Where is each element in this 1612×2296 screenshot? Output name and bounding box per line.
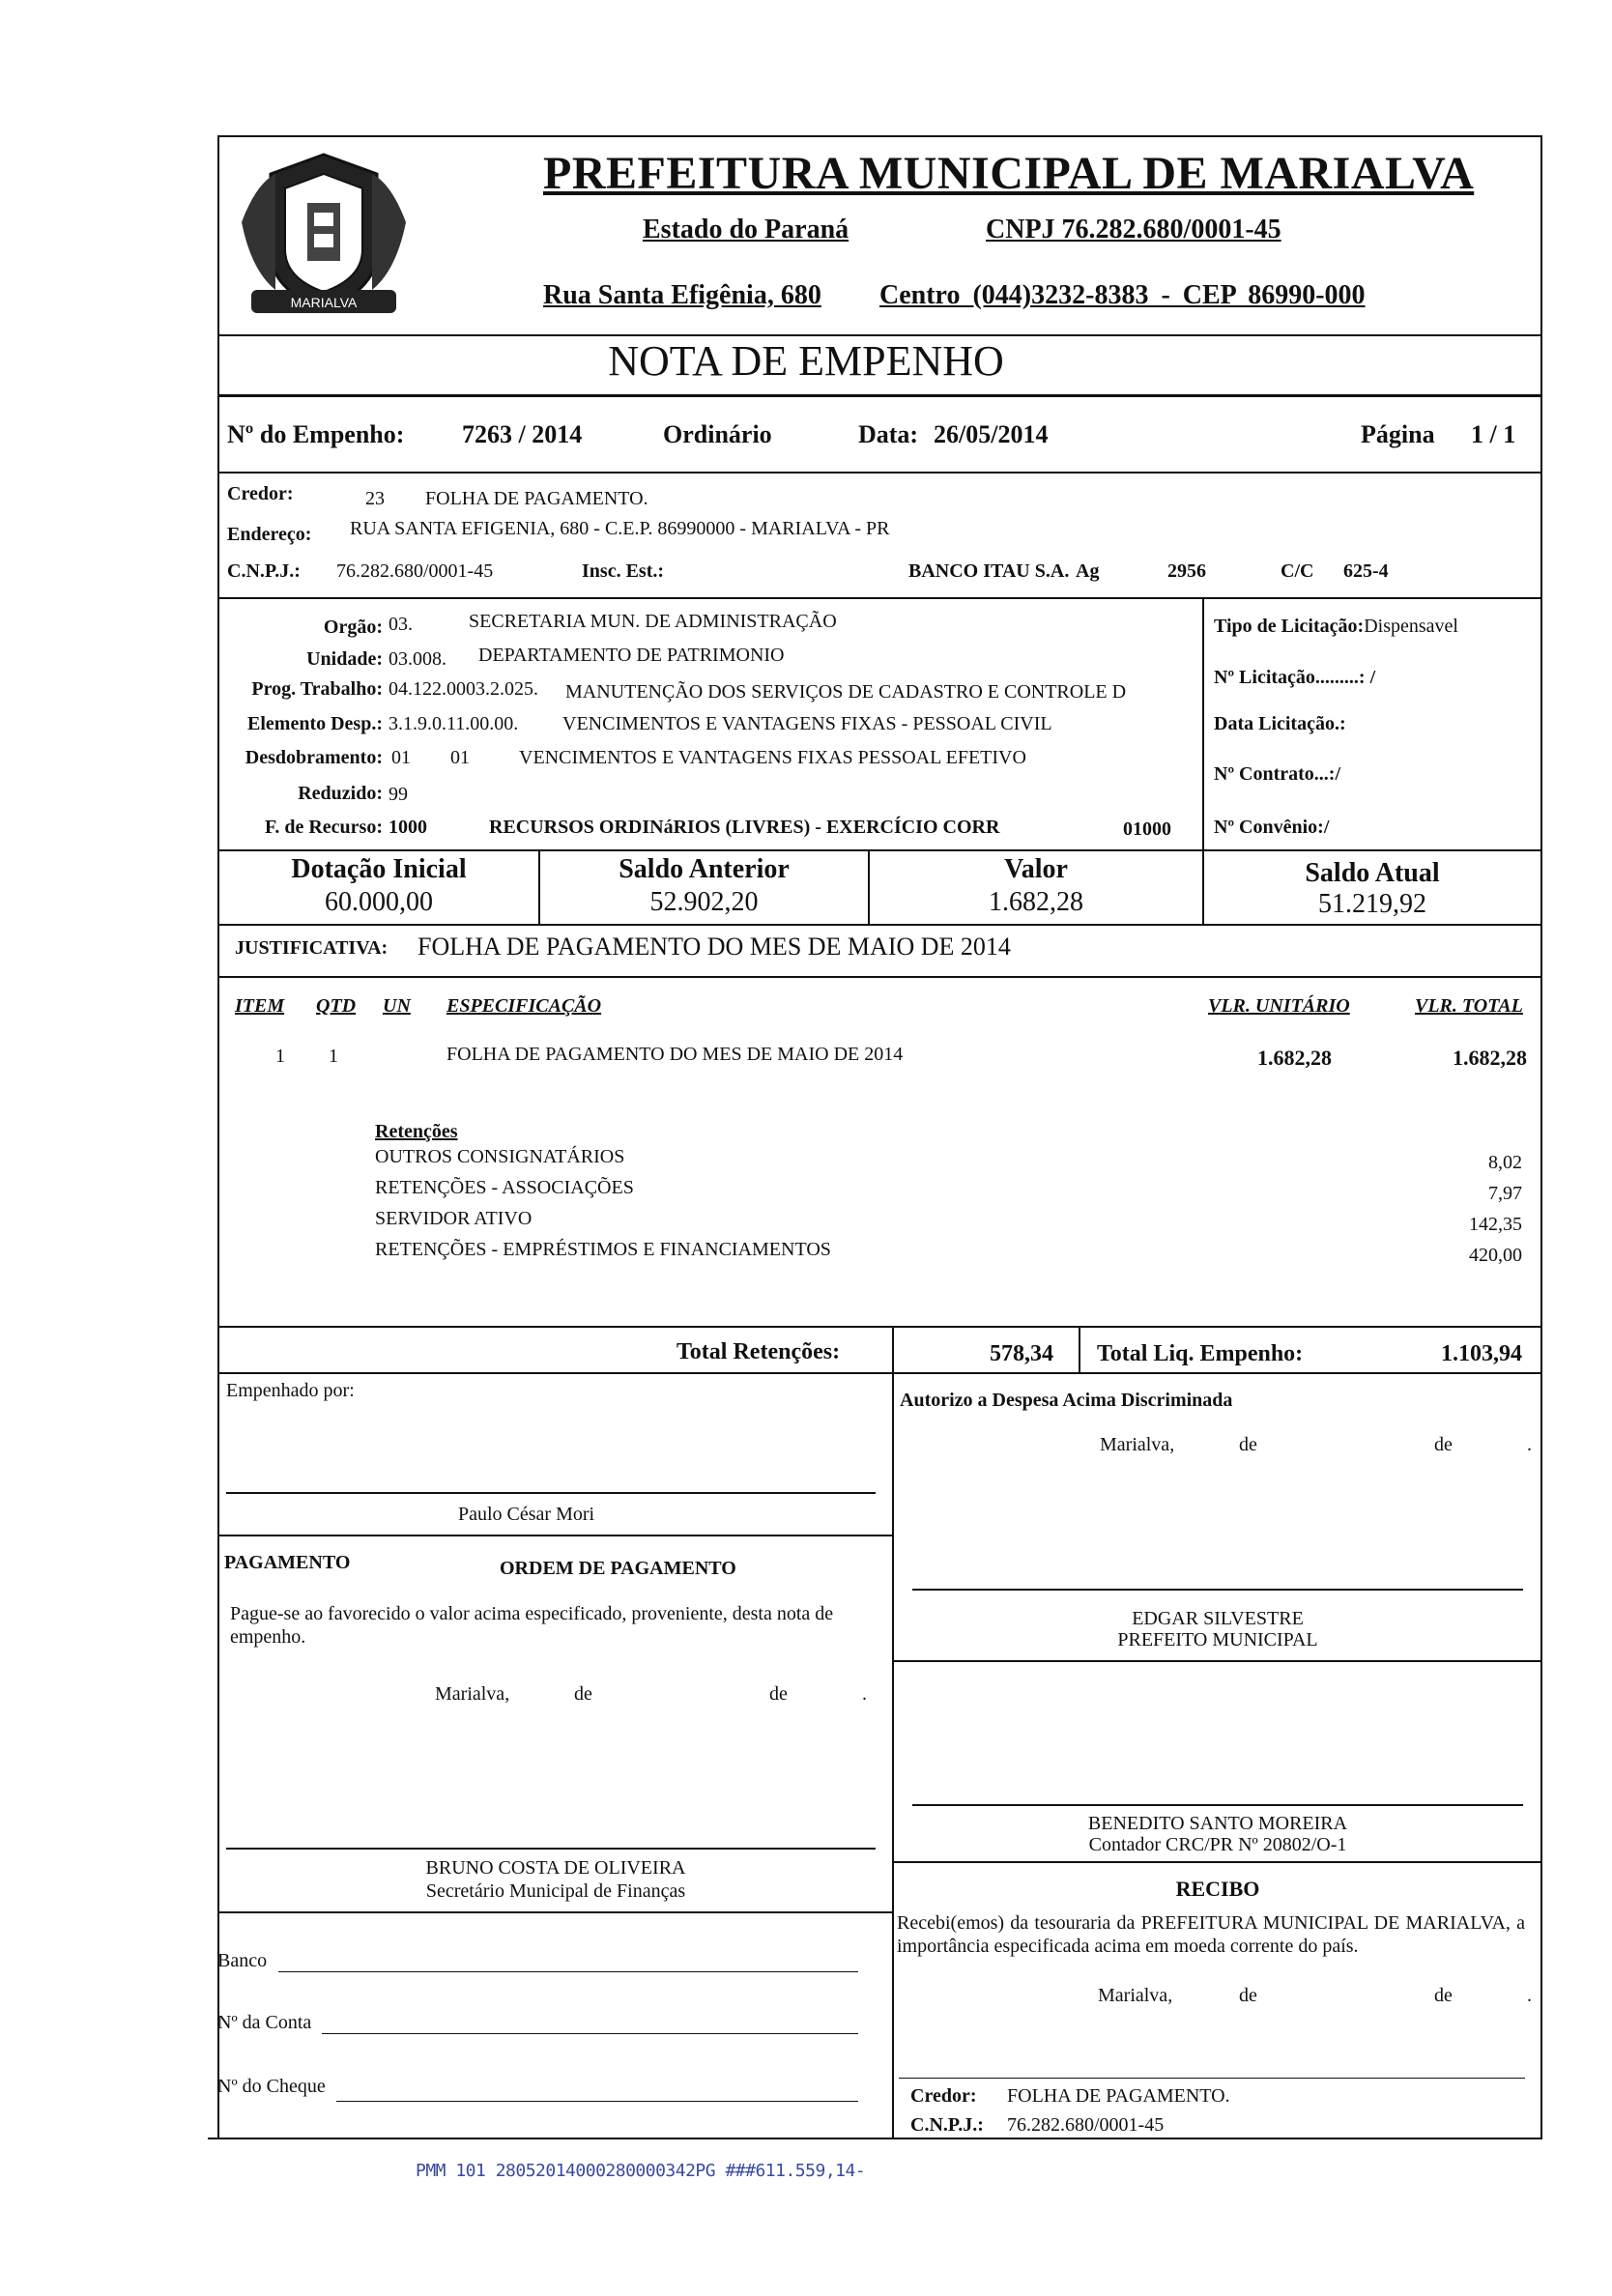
credor-label: Credor:: [227, 483, 294, 504]
recibo-text: Recebi(emos) da tesouraria da PREFEITURA MUNICIPAL DE MARIALVA, a importância especificada acima em moeda corrente do país.: [897, 1912, 1525, 1957]
saldo-atual-value: 51.219,92: [1318, 889, 1426, 919]
desdobramento-label: Desdobramento:: [245, 747, 383, 768]
secretario-name: BRUNO COSTA DE OLIVEIRA: [425, 1857, 686, 1879]
total-liquido-value: 1.103,94: [1441, 1341, 1522, 1366]
cheque-line: [336, 2101, 858, 2102]
autorizo-dot: .: [1527, 1434, 1532, 1455]
pagamento-dot: .: [862, 1683, 867, 1705]
footer-code: PMM 101 28052014000280000342PG ###611.559,14-: [416, 2161, 866, 2181]
saldo-anterior-value: 52.902,20: [649, 887, 759, 917]
rule: [217, 924, 1542, 926]
desdobramento-code: 01: [391, 747, 411, 768]
recurso-label: F. de Recurso:: [264, 817, 383, 838]
retencao-value: 7,97: [1488, 1183, 1522, 1204]
rule: [217, 1372, 1542, 1374]
pagamento-text: Pague-se ao favorecido o valor acima especificado, proveniente, desta nota de empenho.: [230, 1603, 834, 1648]
licitacao-number: Nº Licitação.........: /: [1214, 667, 1376, 688]
conta-label: Nº da Conta: [217, 2012, 312, 2033]
totals-divider: [892, 1326, 894, 1372]
col-total-value: VLR. TOTAL: [1415, 995, 1523, 1017]
contador-role: Contador CRC/PR Nº 20802/O-1: [1088, 1834, 1347, 1855]
address-label: Endereço:: [227, 524, 312, 545]
reduzido-value: 99: [389, 784, 408, 805]
convenio: Nº Convênio:/: [1214, 817, 1330, 838]
pagamento-de: de: [769, 1683, 788, 1705]
header-title: PREFEITURA MUNICIPAL DE MARIALVA: [543, 148, 1475, 199]
licitacao-date: Data Licitação.:: [1214, 713, 1346, 734]
justificativa-text: FOLHA DE PAGAMENTO DO MES DE MAIO DE 2014: [417, 933, 1011, 961]
desdobramento-code: 01: [450, 747, 470, 768]
ordem-pagamento-title: ORDEM DE PAGAMENTO: [500, 1558, 736, 1579]
recibo-credor: FOLHA DE PAGAMENTO.: [1007, 2085, 1230, 2107]
rule: [892, 1861, 1542, 1863]
row-spec: FOLHA DE PAGAMENTO DO MES DE MAIO DE 2014: [446, 1044, 904, 1065]
autorizo-de: de: [1239, 1434, 1257, 1455]
seal-label: MARIALVA: [290, 295, 358, 310]
cc-value: 625-4: [1343, 560, 1389, 582]
prefeito-signature-line: [912, 1589, 1523, 1591]
banco-line: [278, 1971, 858, 1972]
retencoes-title: Retenções: [375, 1121, 458, 1142]
secretario-signature-line: [226, 1848, 876, 1850]
row-total-value: 1.682,28: [1453, 1046, 1527, 1070]
dotacao-label: Dotação Inicial: [291, 854, 467, 884]
retencao-name: RETENÇÕES - ASSOCIAÇÕES: [375, 1177, 634, 1198]
recurso-code-2: 01000: [1123, 818, 1171, 840]
frame-top: [217, 135, 1542, 137]
header-street: Rua Santa Efigênia, 680: [543, 280, 821, 310]
contador-name: BENEDITO SANTO MOREIRA: [1087, 1813, 1348, 1834]
credor-address: RUA SANTA EFIGENIA, 680 - C.E.P. 86990000 - MARIALVA - PR: [350, 518, 890, 539]
ag-label: Ag: [1076, 560, 1100, 582]
total-liquido-label: Total Liq. Empenho:: [1097, 1341, 1304, 1366]
date-value: 26/05/2014: [934, 420, 1049, 448]
pagamento-city: Marialva,: [435, 1683, 510, 1705]
col-unit-value: VLR. UNITÁRIO: [1208, 995, 1350, 1017]
valor-label: Valor: [1004, 854, 1068, 884]
orgao-name: SECRETARIA MUN. DE ADMINISTRAÇÃO: [469, 611, 837, 632]
doc-title: NOTA DE EMPENHO: [608, 337, 1004, 385]
saldo-anterior-label: Saldo Anterior: [619, 854, 790, 884]
recibo-credor-label: Credor:: [910, 2085, 977, 2107]
recurso-name: RECURSOS ORDINáRIOS (LIVRES) - EXERCÍCIO CORR: [489, 817, 1000, 838]
prefeito-role: PREFEITO MUNICIPAL: [1117, 1629, 1318, 1650]
credor-code: 23: [365, 488, 385, 509]
orgao-code: 03.: [389, 614, 413, 635]
autorizo-title: Autorizo a Despesa Acima Discriminada: [900, 1390, 1233, 1411]
saldo-atual-label: Saldo Atual: [1305, 858, 1440, 888]
row-qtd: 1: [329, 1046, 338, 1067]
retencao-value: 420,00: [1469, 1245, 1522, 1266]
elemento-code: 3.1.9.0.11.00.00.: [389, 713, 519, 734]
ag-value: 2956: [1167, 560, 1206, 582]
recibo-signature-line: [899, 2078, 1525, 2079]
recibo-de: de: [1434, 1985, 1453, 2006]
secretario-role: Secretário Municipal de Finanças: [425, 1880, 686, 1902]
credor-cnpj-label: C.N.P.J.:: [227, 560, 301, 582]
recibo-city: Marialva,: [1098, 1985, 1173, 2006]
rule: [217, 394, 1542, 397]
page-value: 1 / 1: [1471, 420, 1516, 448]
recurso-code: 1000: [389, 817, 427, 838]
empenhado-label: Empenhado por:: [226, 1380, 355, 1401]
recibo-title: RECIBO: [1175, 1877, 1260, 1901]
recibo-de: de: [1239, 1985, 1257, 2006]
col-un: UN: [383, 995, 411, 1017]
unidade-label: Unidade:: [306, 648, 383, 670]
licitacao-type-value: Dispensavel: [1364, 616, 1458, 637]
rule: [217, 976, 1542, 978]
justificativa-label: JUSTIFICATIVA:: [235, 937, 389, 959]
empenho-label: Nº do Empenho:: [227, 420, 405, 448]
licitacao-type-label: Tipo de Licitação:: [1214, 616, 1365, 637]
total-retencoes-label: Total Retenções:: [676, 1339, 841, 1364]
conta-line: [322, 2033, 858, 2034]
unidade-code: 03.008.: [389, 648, 446, 670]
autorizo-city: Marialva,: [1100, 1434, 1175, 1455]
insc-est-label: Insc. Est.:: [582, 560, 665, 582]
pagamento-de: de: [574, 1683, 592, 1705]
lower-divider: [892, 1372, 894, 2138]
recibo-cnpj-label: C.N.P.J.:: [910, 2114, 984, 2136]
rule: [892, 1660, 1542, 1662]
recibo-cnpj: 76.282.680/0001-45: [1007, 2114, 1165, 2136]
banco-label: Banco: [217, 1950, 268, 1971]
autorizo-de: de: [1434, 1434, 1453, 1455]
retencao-name: OUTROS CONSIGNATÁRIOS: [375, 1146, 625, 1167]
municipal-seal: [232, 145, 416, 329]
page-label: Página: [1361, 420, 1435, 448]
recibo-dot: .: [1527, 1985, 1532, 2006]
col-qtd: QTD: [316, 995, 357, 1017]
valor-value: 1.682,28: [989, 887, 1083, 917]
empenho-type: Ordinário: [663, 420, 772, 448]
empenhado-signer: Paulo César Mori: [458, 1504, 595, 1525]
elemento-name: VENCIMENTOS E VANTAGENS FIXAS - PESSOAL CIVIL: [562, 713, 1052, 734]
row-item: 1: [275, 1046, 285, 1067]
budget-divider: [1202, 597, 1204, 850]
prog-name: MANUTENÇÃO DOS SERVIÇOS DE CADASTRO E CONTROLE D: [565, 681, 1127, 703]
retencao-name: SERVIDOR ATIVO: [375, 1208, 533, 1229]
cheque-label: Nº do Cheque: [217, 2076, 326, 2097]
contador-signature-line: [912, 1804, 1523, 1806]
prefeito-name: EDGAR SILVESTRE: [1132, 1608, 1304, 1629]
row-unit-value: 1.682,28: [1257, 1046, 1332, 1070]
rule: [217, 597, 1542, 599]
col-item: ITEM: [235, 995, 285, 1017]
prog-code: 04.122.0003.2.025.: [389, 678, 538, 700]
header-district-phone: Centro (044)3232-8383 - CEP 86990-000: [879, 280, 1366, 310]
rule: [217, 849, 1542, 851]
licitacao-type: [1214, 616, 1458, 638]
orgao-label: Orgão:: [323, 617, 383, 638]
empenhado-signature-line: [226, 1492, 876, 1494]
bank-name: BANCO ITAU S.A.: [908, 560, 1070, 582]
credor-name: FOLHA DE PAGAMENTO.: [425, 488, 648, 509]
empenho-number: 7263 / 2014: [462, 420, 583, 448]
date-label: Data:: [858, 420, 919, 448]
elemento-label: Elemento Desp.:: [247, 713, 383, 734]
dotacao-value: 60.000,00: [325, 887, 433, 917]
pagamento-title: PAGAMENTO: [224, 1552, 351, 1573]
header-state: Estado do Paraná: [643, 215, 849, 244]
credor-cnpj: 76.282.680/0001-45: [336, 560, 494, 582]
reduzido-label: Reduzido:: [298, 783, 383, 804]
rule: [217, 1326, 1542, 1328]
frame-left: [217, 135, 219, 2139]
prog-label: Prog. Trabalho:: [251, 678, 383, 700]
rule: [217, 472, 1542, 474]
retencao-value: 8,02: [1488, 1152, 1522, 1173]
retencao-name: RETENÇÕES - EMPRÉSTIMOS E FINANCIAMENTOS: [375, 1239, 831, 1260]
desdobramento-name: VENCIMENTOS E VANTAGENS FIXAS PESSOAL EFETIVO: [519, 747, 1026, 768]
rule: [217, 1535, 892, 1536]
cc-label: C/C: [1281, 560, 1314, 582]
unidade-name: DEPARTAMENTO DE PATRIMONIO: [478, 645, 785, 666]
retencao-value: 142,35: [1469, 1214, 1522, 1235]
totals-divider: [1079, 1326, 1080, 1372]
col-spec: ESPECIFICAÇÃO: [446, 995, 602, 1017]
frame-bottom: [208, 2138, 1542, 2139]
rule: [217, 1911, 892, 1913]
total-retencoes-value: 578,34: [990, 1341, 1053, 1366]
header-cnpj: CNPJ 76.282.680/0001-45: [986, 215, 1281, 244]
contrato: Nº Contrato...:/: [1214, 763, 1341, 785]
